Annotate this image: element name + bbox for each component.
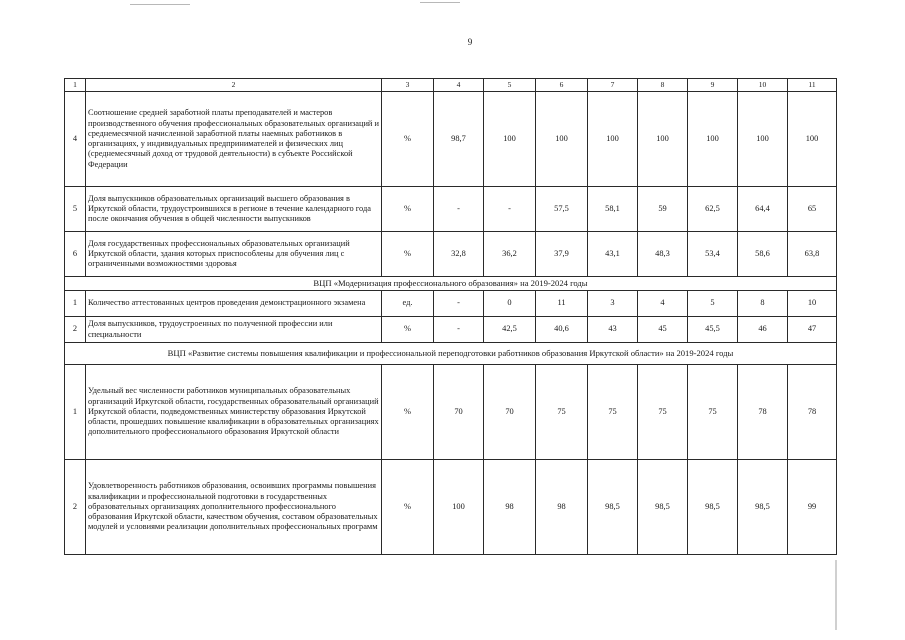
value-cell: 11 — [536, 291, 588, 317]
section-row — [65, 277, 837, 291]
value-cell: 100 — [788, 92, 837, 187]
table-row — [65, 317, 837, 343]
value-cell: 65 — [788, 187, 837, 232]
row-number: 2 — [65, 317, 86, 343]
value-cell: 100 — [434, 460, 484, 555]
section-title: ВЦП «Модернизация профессионального образования» на 2019-2024 годы — [65, 277, 837, 291]
indicator-name: Доля государственных профессиональных образовательных организаций Иркутской области, здания которых приспособлены для обучения лиц с ограниченными возможностями здоровья — [86, 232, 382, 277]
indicator-name: Количество аттестованных центров проведения демонстрационного экзамена — [86, 291, 382, 317]
value-cell: - — [434, 317, 484, 343]
value-cell: 98,5 — [688, 460, 738, 555]
value-cell: 100 — [738, 92, 788, 187]
value-cell: 98,5 — [738, 460, 788, 555]
row-number: 5 — [65, 187, 86, 232]
unit: % — [382, 187, 434, 232]
value-cell: 37,9 — [536, 232, 588, 277]
value-cell: 42,5 — [484, 317, 536, 343]
value-cell: 43 — [588, 317, 638, 343]
unit: % — [382, 365, 434, 460]
value-cell: 58,6 — [738, 232, 788, 277]
column-number: 2 — [86, 79, 382, 92]
column-number: 4 — [434, 79, 484, 92]
value-cell: 45,5 — [688, 317, 738, 343]
value-cell: 98 — [536, 460, 588, 555]
indicators-table — [64, 78, 837, 555]
value-cell: 70 — [434, 365, 484, 460]
column-number: 5 — [484, 79, 536, 92]
value-cell: - — [484, 187, 536, 232]
value-cell: 0 — [484, 291, 536, 317]
value-cell: 59 — [638, 187, 688, 232]
indicator-name: Соотношение средней заработной платы преподавателей и мастеров производственного обучения профессиональных образовательных организаций и среднемесячной начисленной заработной платы наемных работников в организациях, у индивидуальных предпринимателей и физических лиц (среднемесячный доход от трудовой деятельности) в субъекте Российской Федерации — [86, 92, 382, 187]
column-number: 8 — [638, 79, 688, 92]
table-row — [65, 232, 837, 277]
value-cell: 64,4 — [738, 187, 788, 232]
column-number: 10 — [738, 79, 788, 92]
row-number: 2 — [65, 460, 86, 555]
unit: % — [382, 232, 434, 277]
value-cell: 75 — [536, 365, 588, 460]
value-cell: 70 — [484, 365, 536, 460]
row-number: 1 — [65, 365, 86, 460]
indicator-name: Удельный вес численности работников муниципальных образовательных организаций Иркутской области, государственных образовательный организаций Иркутской области, подведомственных министерству образования Иркутской области, прошедших повышение квалификации в образовательных организациях дополнительного профессионального образования Иркутской области — [86, 365, 382, 460]
value-cell: 100 — [588, 92, 638, 187]
indicator-name: Доля выпускников образовательных организаций высшего образования в Иркутской области, трудоустроившихся в регионе в течение календарного года после окончания обучения в общей численности выпускников — [86, 187, 382, 232]
section-title: ВЦП «Развитие системы повышения квалификации и профессиональной переподготовки работников образования Иркутской области» на 2019-2024 годы — [65, 343, 837, 365]
value-cell: 46 — [738, 317, 788, 343]
column-number: 11 — [788, 79, 837, 92]
page-number: 9 — [467, 37, 473, 47]
value-cell: 45 — [638, 317, 688, 343]
value-cell: 62,5 — [688, 187, 738, 232]
value-cell: 100 — [638, 92, 688, 187]
value-cell: 3 — [588, 291, 638, 317]
value-cell: 78 — [788, 365, 837, 460]
value-cell: 48,3 — [638, 232, 688, 277]
value-cell: 99 — [788, 460, 837, 555]
value-cell: 36,2 — [484, 232, 536, 277]
table-row — [65, 92, 837, 187]
value-cell: 75 — [638, 365, 688, 460]
value-cell: 40,6 — [536, 317, 588, 343]
value-cell: 100 — [484, 92, 536, 187]
value-cell: 8 — [738, 291, 788, 317]
value-cell: 98,5 — [638, 460, 688, 555]
value-cell: 57,5 — [536, 187, 588, 232]
value-cell: 75 — [588, 365, 638, 460]
value-cell: 58,1 — [588, 187, 638, 232]
table-header-row — [65, 79, 837, 92]
column-number: 3 — [382, 79, 434, 92]
value-cell: - — [434, 187, 484, 232]
row-number: 1 — [65, 291, 86, 317]
table-row — [65, 365, 837, 460]
column-number: 1 — [65, 79, 86, 92]
row-number: 6 — [65, 232, 86, 277]
value-cell: 98,5 — [588, 460, 638, 555]
table-row — [65, 460, 837, 555]
value-cell: 98,7 — [434, 92, 484, 187]
column-number: 6 — [536, 79, 588, 92]
value-cell: 4 — [638, 291, 688, 317]
value-cell: 53,4 — [688, 232, 738, 277]
indicator-name: Доля выпускников, трудоустроенных по полученной профессии или специальности — [86, 317, 382, 343]
column-number: 7 — [588, 79, 638, 92]
unit: % — [382, 317, 434, 343]
value-cell: 47 — [788, 317, 837, 343]
unit: ед. — [382, 291, 434, 317]
indicator-name: Удовлетворенность работников образования, освоивших программы повышения квалификации и профессиональной подготовки в государственных образовательных организациях дополнительного профессионального образования Иркутской области, качеством обучения, составом образовательных модулей и условиями реализации дополнительных профессиональных программ — [86, 460, 382, 555]
value-cell: 100 — [688, 92, 738, 187]
value-cell: 43,1 — [588, 232, 638, 277]
value-cell: 10 — [788, 291, 837, 317]
value-cell: 5 — [688, 291, 738, 317]
section-row — [65, 343, 837, 365]
table-row — [65, 291, 837, 317]
unit: % — [382, 92, 434, 187]
value-cell: 63,8 — [788, 232, 837, 277]
unit: % — [382, 460, 434, 555]
value-cell: 100 — [536, 92, 588, 187]
value-cell: 78 — [738, 365, 788, 460]
row-number: 4 — [65, 92, 86, 187]
value-cell: - — [434, 291, 484, 317]
value-cell: 32,8 — [434, 232, 484, 277]
value-cell: 75 — [688, 365, 738, 460]
column-number: 9 — [688, 79, 738, 92]
value-cell: 98 — [484, 460, 536, 555]
table-row — [65, 187, 837, 232]
